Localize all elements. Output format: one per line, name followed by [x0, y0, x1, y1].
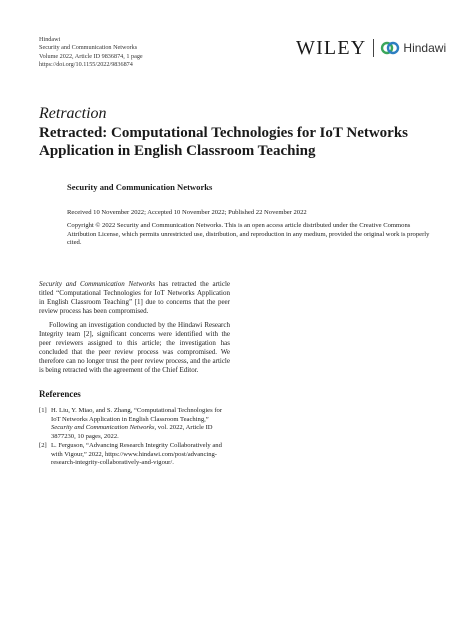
hindawi-wordmark: Hindawi — [403, 41, 447, 55]
references-list — [39, 407, 230, 469]
publisher-logos — [296, 38, 446, 58]
wiley-logo: WILEY — [296, 37, 367, 59]
copyright-notice: Copyright © 2022 Security and Communication Networks. This is an open access article distributed under the Creative Commons Attribution License, which permits unrestricted use, distribution, and reproduction in any medium, provided the original work is properly cited. — [67, 222, 430, 247]
hindawi-logo — [380, 41, 446, 55]
article-title: Retracted: Computational Technologies for IoT Networks Application in English Classroom Teaching — [39, 125, 409, 159]
doi-link[interactable]: https://doi.org/10.1155/2022/9836874 — [39, 60, 133, 68]
reference-text-part: , vol. 2022, Article ID 3877230, 10 pages, 2022. — [51, 424, 213, 440]
publication-dates: Received 10 November 2022; Accepted 10 November 2022; Published 22 November 2022 — [67, 209, 307, 216]
references-heading: References — [39, 389, 81, 399]
reference-number: [1] — [39, 407, 47, 414]
reference-number: [2] — [39, 442, 47, 449]
journal-name-inline: Security and Communication Networks — [39, 280, 155, 288]
hindawi-rings-icon — [380, 41, 400, 55]
reference-item — [39, 407, 230, 441]
article-type-label: Retraction — [39, 105, 107, 122]
reference-text — [51, 407, 230, 441]
logo-divider — [373, 39, 374, 57]
journal-name: Security and Communication Networks — [67, 182, 213, 192]
reference-text-part: H. Liu, Y. Miao, and S. Zhang, “Computational Technologies for IoT Networks Application in English Classroom Teaching,” — [51, 407, 223, 423]
reference-text — [51, 442, 230, 468]
reference-text-part[interactable]: L. Ferguson, “Advancing Research Integrity Collaboratively and with Vigour,” 2022, https://www.hindawi.com/post/advancing-research-integrity-collaboratively-and-vigour/. — [51, 442, 222, 466]
reference-journal: Security and Communication Networks — [51, 424, 155, 431]
journal-name-header: Security and Communication Networks — [39, 44, 138, 52]
publisher-name: Hindawi — [39, 36, 61, 43]
retraction-body — [39, 280, 230, 380]
body-paragraph-2: Following an investigation conducted by the Hindawi Research Integrity team [2], significant concerns were identified with the peer reviewers assigned to this article; the investigation has concluded that the peer review process was compromised. We therefore can no longer trust the peer review process, and the article is being retracted with the agreement of the Chief Editor. — [39, 321, 230, 374]
volume-line: Volume 2022, Article ID 9836874, 1 page — [39, 52, 143, 60]
reference-item — [39, 442, 230, 468]
paragraph-1-text: has retracted the article titled “Computational Technologies for IoT Networks Application in English Classroom Teaching” [1] due to concerns that the peer review process has been compromised. — [39, 280, 230, 315]
article-header-meta — [39, 36, 143, 69]
body-paragraph-1 — [39, 280, 230, 316]
